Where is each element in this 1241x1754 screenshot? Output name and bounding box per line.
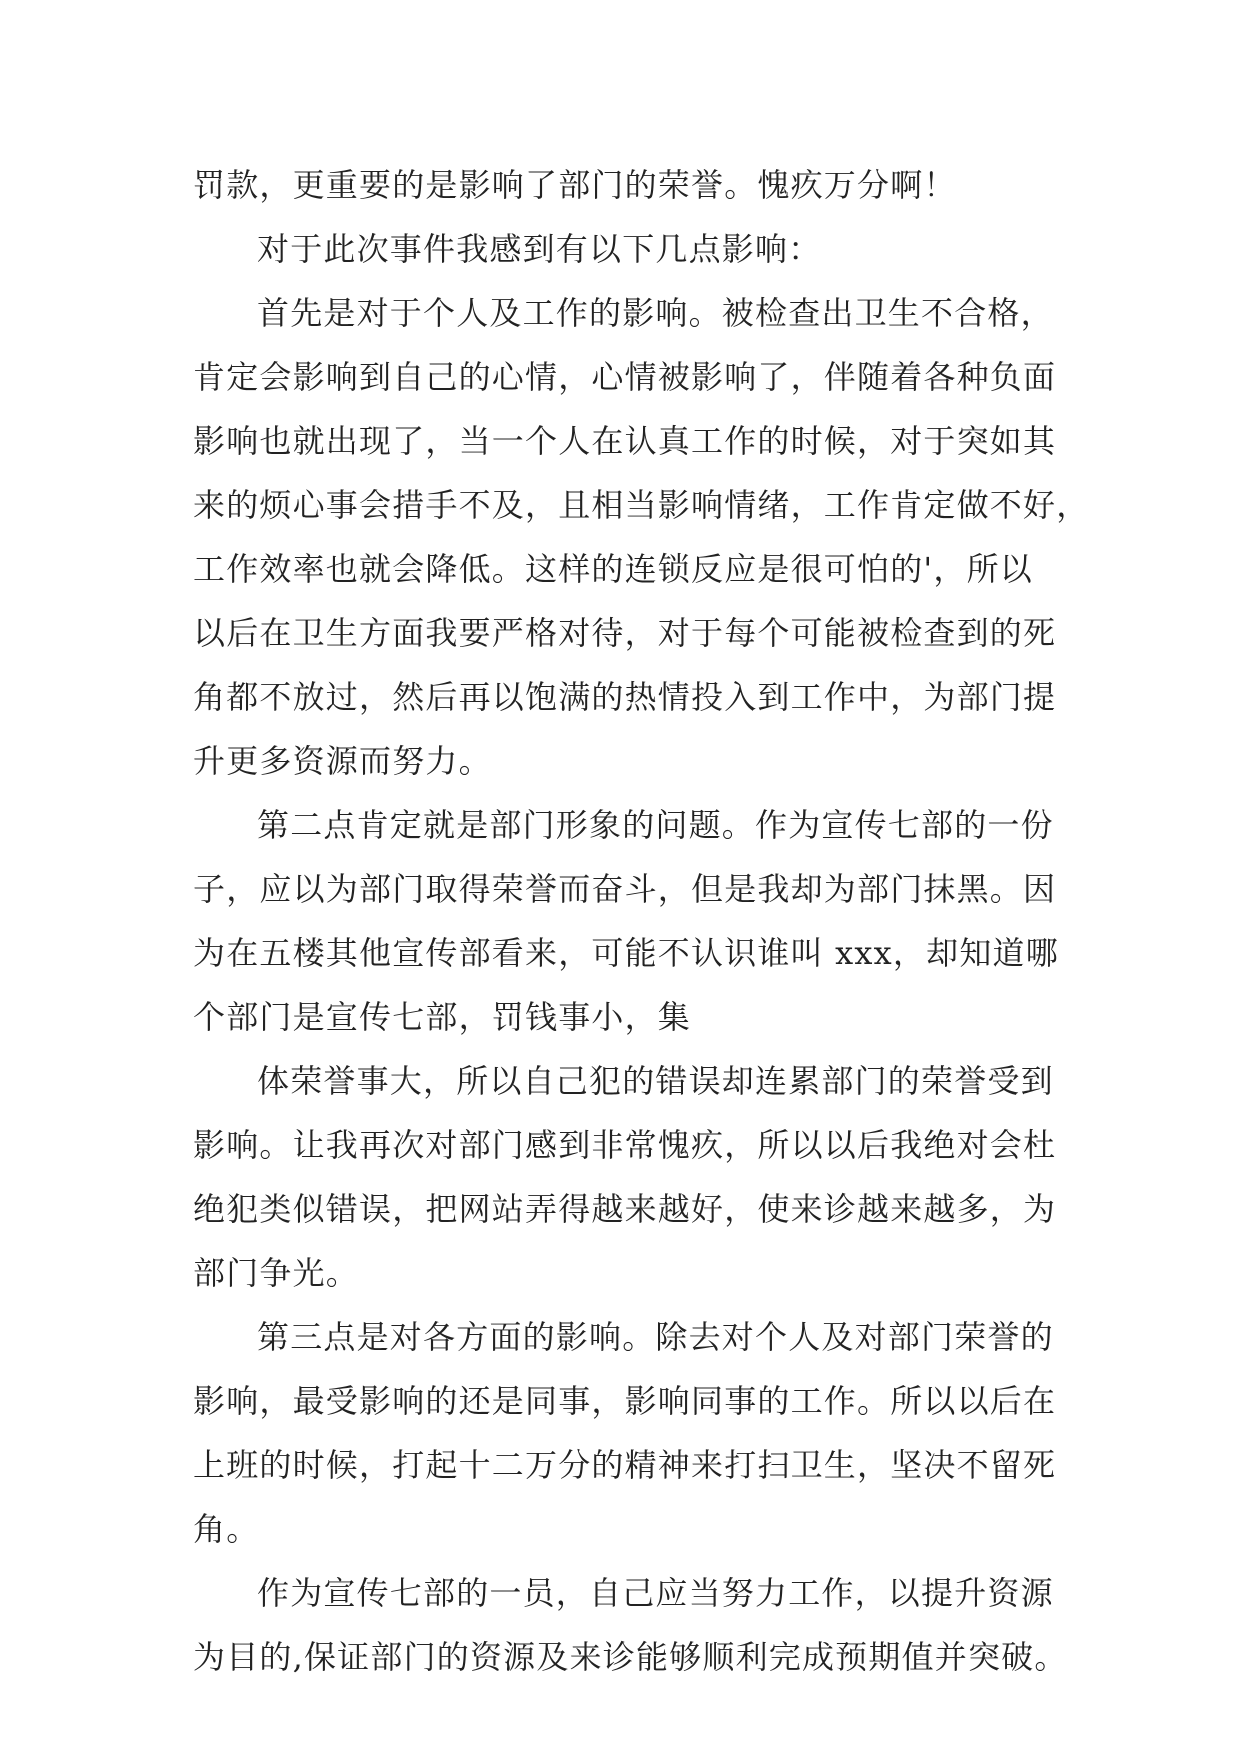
text-line: 罚款，更重要的是影响了部门的荣誉。愧疚万分啊！ <box>193 166 957 204</box>
text-line: 影响。让我再次对部门感到非常愧疚，所以以后我绝对会杜 <box>193 1126 1057 1164</box>
text-line: 绝犯类似错误，把网站弄得越来越好，使来诊越来越多，为 <box>193 1190 1057 1228</box>
text-line: 角都不放过，然后再以饱满的热情投入到工作中，为部门提 <box>193 678 1057 716</box>
text-line: 为目的,保证部门的资源及来诊能够顺利完成预期值并突破。 <box>193 1638 1068 1676</box>
text-line: 升更多资源而努力。 <box>193 742 492 780</box>
text-line: 个部门是宣传七部，罚钱事小，集 <box>193 998 692 1036</box>
text-line: 上班的时候，打起十二万分的精神来打扫卫生，坚决不留死 <box>193 1446 1057 1484</box>
text-line: 首先是对于个人及工作的影响。被检查出卫生不合格， <box>257 294 1054 332</box>
text-line: 体荣誉事大，所以自己犯的错误却连累部门的荣誉受到 <box>257 1062 1054 1100</box>
text-line: 部门争光。 <box>193 1254 360 1292</box>
text-line: 角。 <box>193 1510 260 1548</box>
text-line: 影响也就出现了，当一个人在认真工作的时候，对于突如其 <box>193 422 1057 460</box>
text-line: 影响，最受影响的还是同事，影响同事的工作。所以以后在 <box>193 1382 1057 1420</box>
text-line: 为在五楼其他宣传部看来，可能不认识谁叫 xxx，却知道哪 <box>193 934 1059 972</box>
text-line: 以后在卫生方面我要严格对待，对于每个可能被检查到的死 <box>193 614 1057 652</box>
text-line: 来的烦心事会措手不及，且相当影响情绪，工作肯定做不好， <box>193 486 1090 524</box>
document-body <box>193 153 1090 1689</box>
text-line: 作为宣传七部的一员，自己应当努力工作，以提升资源 <box>257 1574 1054 1612</box>
text-line: 对于此次事件我感到有以下几点影响： <box>257 230 822 268</box>
text-line: 第二点肯定就是部门形象的问题。作为宣传七部的一份 <box>257 806 1054 844</box>
text-line: 子，应以为部门取得荣誉而奋斗，但是我却为部门抹黑。因 <box>193 870 1057 908</box>
text-line: 肯定会影响到自己的心情，心情被影响了，伴随着各种负面 <box>193 358 1057 396</box>
text-line: 工作效率也就会降低。这样的连锁反应是很可怕的'，所以 <box>193 550 1033 588</box>
text-line: 第三点是对各方面的影响。除去对个人及对部门荣誉的 <box>257 1318 1054 1356</box>
